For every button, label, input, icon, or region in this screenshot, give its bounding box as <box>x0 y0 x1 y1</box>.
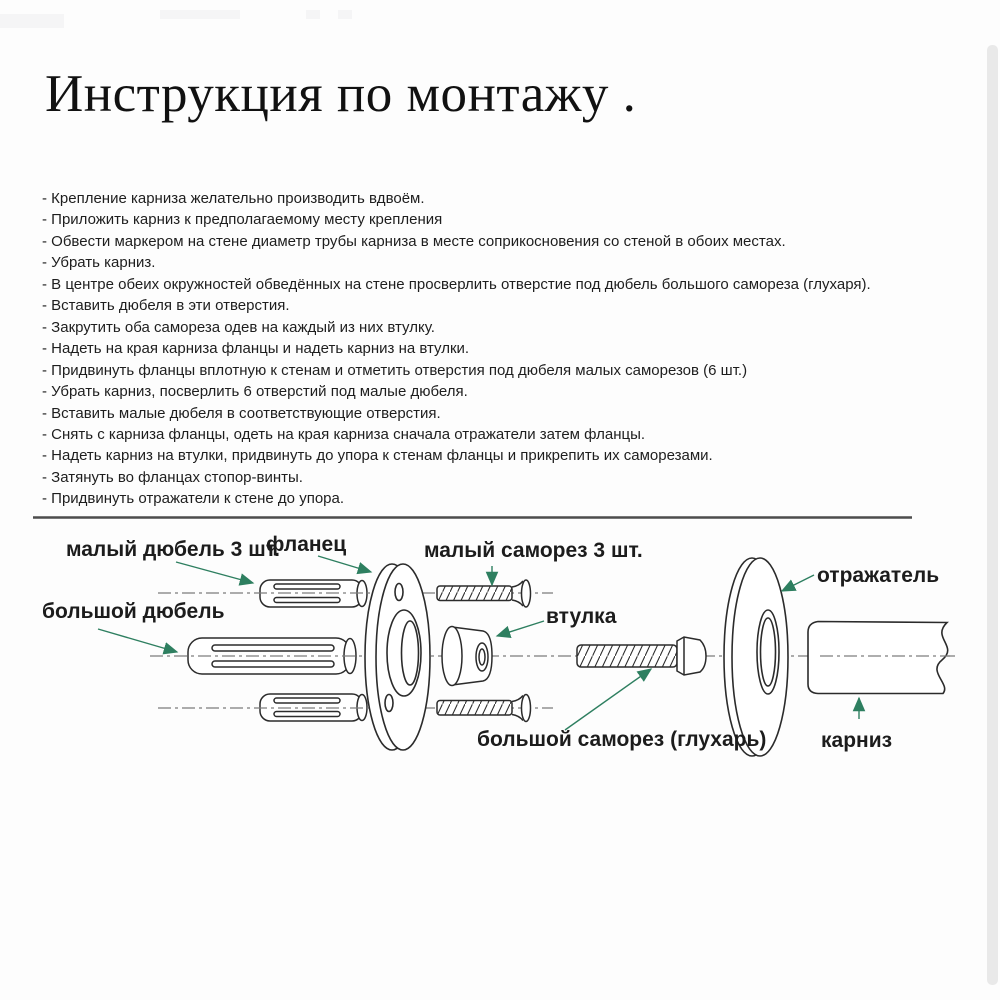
instruction-item: - Убрать карниз. <box>42 254 156 272</box>
cornice-drawing <box>808 622 948 694</box>
lag-screw-drawing <box>577 637 706 675</box>
small-screw-bottom-drawing <box>437 695 531 722</box>
arrow-reflector <box>782 575 814 591</box>
small-screw-top-drawing <box>437 580 531 607</box>
reflector-drawing <box>724 558 788 756</box>
arrow-big-dowel <box>98 629 177 652</box>
label-big-dowel: большой дюбель <box>42 600 225 623</box>
instruction-item: - Вставить дюбеля в эти отверстия. <box>42 297 290 315</box>
label-reflector: отражатель <box>817 564 940 587</box>
label-big-screw: большой саморез (глухарь) <box>477 728 767 751</box>
flange-drawing <box>365 564 430 750</box>
instruction-item: - Придвинуть фланцы вплотную к стенам и отметить отверстия под дюбеля малых саморезов (6 шт.) <box>42 361 748 379</box>
instruction-item: - Обвести маркером на стене диаметр трубы карниза в месте соприкосновения со стеной в обоих местах. <box>42 232 786 250</box>
instruction-item: - Крепление карниза желательно производить вдвоём. <box>42 190 425 207</box>
instruction-item: - Надеть на края карниза фланцы и надеть карниз на втулки. <box>42 340 470 358</box>
page-title: Инструкция по монтажу . <box>45 65 637 123</box>
arrow-bushing <box>497 621 544 636</box>
instruction-item: - Убрать карниз, посверлить 6 отверстий под малые дюбеля. <box>42 383 468 401</box>
instruction-item: - Закрутить оба самореза одев на каждый из них втулку. <box>42 318 435 336</box>
instruction-item: - В центре обеих окружностей обведённых на стене просверлить отверстие под дюбель большого самореза (глухаря). <box>42 275 871 293</box>
instruction-item: - Затянуть во фланцах стопор-винты. <box>42 468 303 486</box>
arrow-small-dowel <box>176 562 253 583</box>
label-flange: фланец <box>266 533 347 556</box>
label-bushing: втулка <box>546 605 617 628</box>
instruction-item: - Придвинуть отражатели к стене до упора. <box>42 490 345 508</box>
instruction-item: - Надеть карниз на втулки, придвинуть до упора к стенам фланцы и прикрепить их саморезами. <box>42 447 713 465</box>
instruction-item: - Снять с карниза фланцы, одеть на края карниза сначала отражатели затем фланцы. <box>42 425 646 443</box>
bushing-drawing <box>442 627 492 686</box>
label-small-screw: малый саморез 3 шт. <box>424 539 643 562</box>
instruction-item: - Вставить малые дюбеля в соответствующие отверстия. <box>42 404 441 422</box>
label-cornice: карниз <box>821 729 893 752</box>
instruction-item: - Приложить карниз к предполагаемому месту крепления <box>42 211 443 229</box>
arrow-flange <box>318 556 371 572</box>
label-small-dowel: малый дюбель 3 шт. <box>66 538 280 561</box>
arrow-lag-screw <box>565 669 651 730</box>
